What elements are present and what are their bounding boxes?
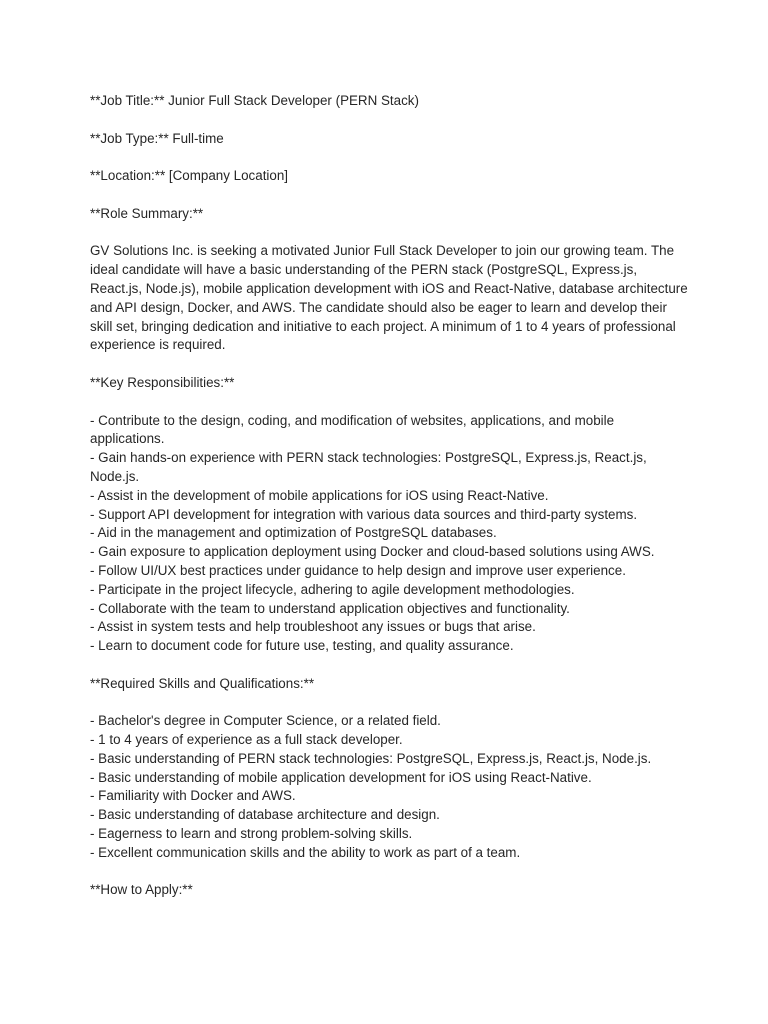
list-item: - Gain hands-on experience with PERN stack technologies: PostgreSQL, Express.js, React.js, Node.js. [90,450,647,484]
list-item: - Gain exposure to application deployment using Docker and cloud-based solutions using AWS. [90,544,655,560]
list-item: - Familiarity with Docker and AWS. [90,788,296,804]
role-summary-heading: **Role Summary:** [90,205,204,221]
list-item: - Assist in the development of mobile applications for iOS using React-Native. [90,487,549,503]
list-item: - Aid in the management and optimization of PostgreSQL databases. [90,525,497,541]
list-item: - Bachelor's degree in Computer Science, or a related field. [90,713,441,729]
job-location: **Location:** [Company Location] [90,168,289,184]
skills-list [90,712,690,862]
list-item: - Follow UI/UX best practices under guidance to help design and improve user experience. [90,562,626,578]
list-item: - Assist in system tests and help troubleshoot any issues or bugs that arise. [90,619,536,635]
responsibilities-heading: **Key Responsibilities:** [90,374,235,390]
how-to-apply-heading: **How to Apply:** [90,882,193,898]
document-body [90,92,690,919]
list-item: - Support API development for integration with various data sources and third-party systems. [90,506,638,522]
list-item: - Basic understanding of PERN stack technologies: PostgreSQL, Express.js, React.js, Node.js. [90,750,652,766]
list-item: - Basic understanding of database architecture and design. [90,807,440,823]
job-title: **Job Title:** Junior Full Stack Developer (PERN Stack) [90,93,419,108]
responsibilities-list [90,412,690,656]
list-item: - Excellent communication skills and the ability to work as part of a team. [90,844,521,860]
job-type: **Job Type:** Full-time [90,130,224,146]
list-item: - Eagerness to learn and strong problem-solving skills. [90,826,413,842]
role-summary-text: GV Solutions Inc. is seeking a motivated Junior Full Stack Developer to join our growing team. The ideal candidate will have a basic understanding of the PERN stack (PostgreSQL, Express.js, React.js, Node.js), mobile application development with iOS and React-Native, database architecture and API design, Docker, and AWS. The candidate should also be eager to learn and develop their skill set, bringing dedication and initiative to each project. A minimum of 1 to 4 years of professional experience is required. [90,243,688,353]
list-item: - Basic understanding of mobile application development for iOS using React-Native. [90,769,592,785]
skills-heading: **Required Skills and Qualifications:** [90,675,315,691]
list-item: - Participate in the project lifecycle, adhering to agile development methodologies. [90,581,575,597]
list-item: - Contribute to the design, coding, and modification of websites, applications, and mobile applications. [90,412,615,447]
list-item: - 1 to 4 years of experience as a full stack developer. [90,732,403,748]
list-item: - Collaborate with the team to understand application objectives and functionality. [90,600,570,616]
list-item: - Learn to document code for future use, testing, and quality assurance. [90,638,514,654]
